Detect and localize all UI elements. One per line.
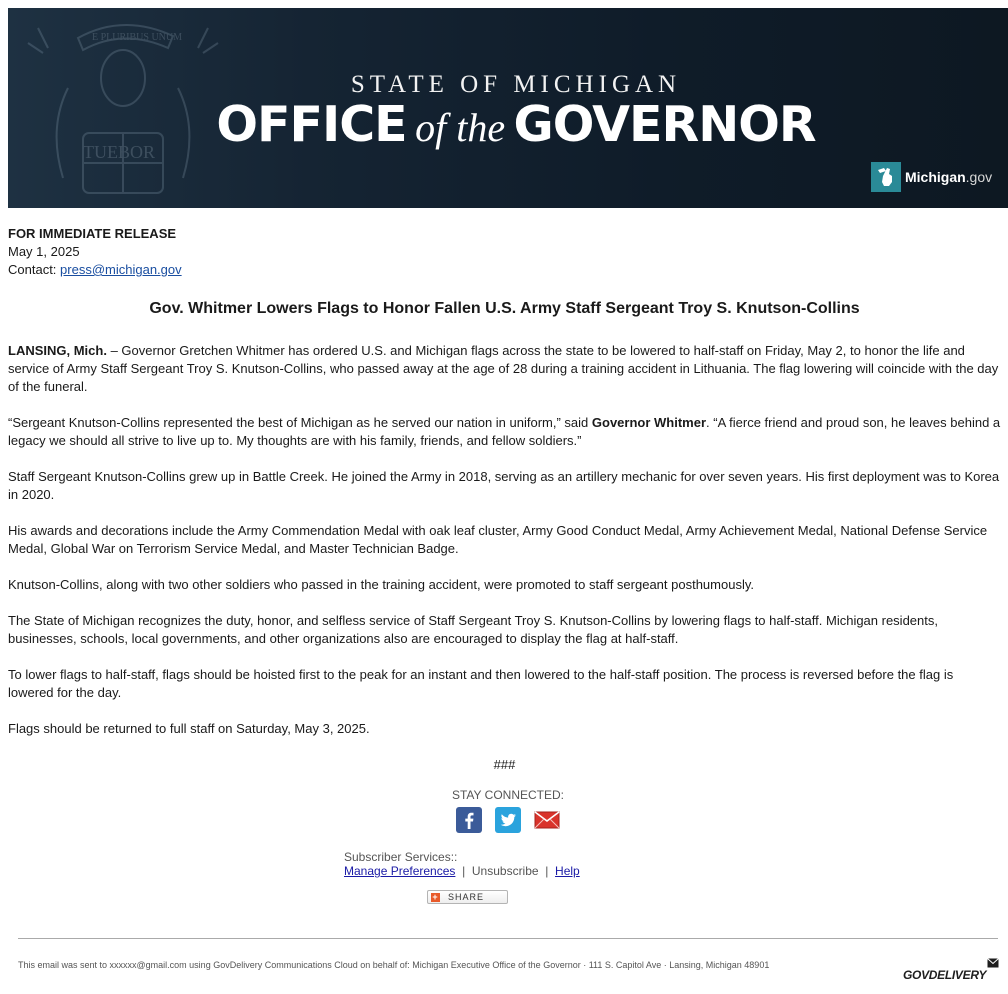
facebook-icon[interactable]: [456, 807, 482, 833]
release-contact: Contact: press@michigan.gov: [8, 262, 182, 277]
seal-motto-mid: TUEBOR: [83, 142, 155, 162]
press-release-body: [8, 225, 1001, 774]
paragraph-1: LANSING, Mich. – Governor Gretchen Whitmer has ordered U.S. and Michigan flags across the state to be lowered to half-staff on Friday, May 2, to honor the life and service of Army Staff Sergeant Troy S. Knutson-Collins, who passed away at the age of 28 during a training accident in Lithuania. The flag lowering will coincide with the day of the funeral.: [8, 343, 999, 394]
plus-icon: +: [432, 891, 439, 902]
release-date: May 1, 2025: [8, 244, 80, 259]
subscriber-label: Subscriber Services::: [344, 850, 458, 864]
separator: |: [462, 864, 466, 878]
envelope-icon: [987, 958, 999, 968]
banner-word-office: OFFICE: [216, 96, 407, 153]
help-link[interactable]: Help: [555, 864, 580, 878]
stay-connected: [0, 788, 1008, 833]
stay-connected-label: STAY CONNECTED:: [451, 788, 564, 802]
twitter-icon[interactable]: [495, 807, 521, 833]
paragraph-7: To lower flags to half-staff, flags should be hoisted first to the peak for an instant and then lowered to the half-staff position. The process is reversed before the flag is lowered for the day.: [8, 667, 954, 700]
seal-motto-top: E PLURIBUS UNUM: [92, 32, 183, 43]
paragraph-6: The State of Michigan recognizes the duty, honor, and selfless service of Staff Sergeant Troy S. Knutson-Collins by lowering flags to half-staff. Michigan residents, businesses, schools, local governments, and other organizations also are encouraged to display the flag at half-staff.: [8, 613, 938, 646]
manage-preferences-link[interactable]: Manage Preferences: [344, 864, 456, 878]
paragraph-3: Staff Sergeant Knutson-Collins grew up in Battle Creek. He joined the Army in 2018, serving as an artillery mechanic for over seven years. His first deployment was to Korea in 2020.: [8, 469, 1000, 502]
footer-divider: [18, 938, 998, 939]
paragraph-4: His awards and decorations include the Army Commendation Medal with oak leaf cluster, Army Good Conduct Medal, Army Achievement Medal, National Defense Service Medal, Global War on Terrorism Service Medal, and Master Technician Badge.: [8, 523, 988, 556]
michigan-map-icon: [871, 162, 901, 192]
michigan-gov-logo[interactable]: [871, 162, 992, 192]
header-banner: [8, 8, 1008, 208]
share-label: SHARE: [448, 892, 485, 902]
release-label: FOR IMMEDIATE RELEASE: [8, 226, 177, 241]
release-title: Gov. Whitmer Lowers Flags to Honor Fallen U.S. Army Staff Sergeant Troy S. Knutson-Collins: [149, 300, 860, 317]
share-button[interactable]: [427, 890, 508, 904]
unsubscribe-link[interactable]: Unsubscribe: [471, 864, 539, 878]
michigan-gov-text: Michigan.gov: [905, 169, 993, 185]
paragraph-2: “Sergeant Knutson-Collins represented the best of Michigan as he served our nation in uniform,” said Governor Whitmer. “A fierce friend and proud son, he leaves behind a legacy we should all strive to live up to. My thoughts are with his family, friends, and fellow soldiers.”: [8, 415, 1001, 448]
footer-text: This email was sent to xxxxxx@gmail.com using GovDelivery Communications Cloud on behalf of: Michigan Executive Office of the Governor · 111 S. Capitol Ave · Lansing, Michigan 48901: [18, 960, 770, 970]
subscriber-services: [344, 850, 580, 878]
govdelivery-logo-text: GOVDELIVERY: [903, 968, 987, 982]
end-mark: ###: [493, 757, 516, 772]
email-icon[interactable]: [534, 807, 560, 833]
banner-state-text: STATE OF MICHIGAN: [350, 71, 682, 98]
banner-word-of-the: of the: [415, 105, 506, 150]
banner-office-title: [8, 96, 1008, 153]
paragraph-5: Knutson-Collins, along with two other soldiers who passed in the training accident, were promoted to staff sergeant posthumously.: [8, 577, 754, 592]
paragraph-8: Flags should be returned to full staff on Saturday, May 3, 2025.: [8, 721, 370, 736]
contact-email-link[interactable]: press@michigan.gov: [60, 262, 182, 277]
separator: |: [545, 864, 549, 878]
banner-word-governor: GOVERNOR: [513, 96, 816, 153]
